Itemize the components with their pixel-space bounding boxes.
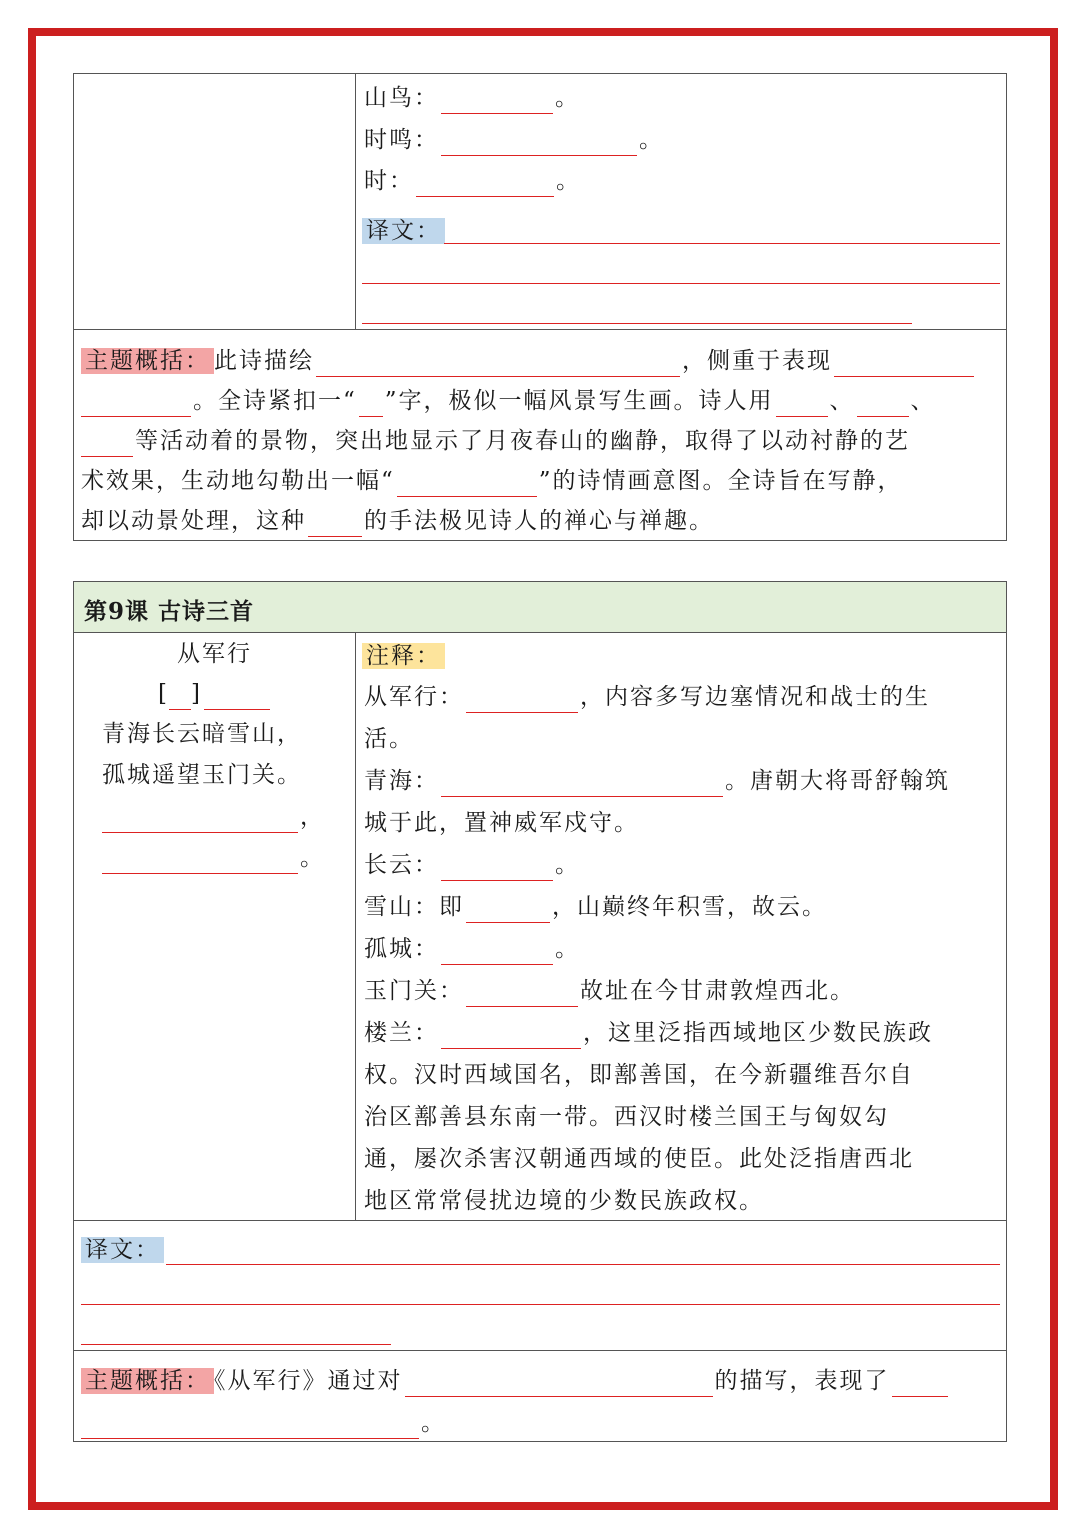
translation-label: 译文： bbox=[362, 218, 445, 244]
theme-text: 却以动景处理，这种 bbox=[81, 508, 306, 534]
translation-line-2[interactable] bbox=[81, 1304, 1000, 1305]
fill-blank[interactable] bbox=[102, 847, 298, 874]
translation-row bbox=[81, 1234, 164, 1266]
note-text: ，山巅终年积雪，故云。 bbox=[552, 894, 827, 920]
note-text: 。 bbox=[555, 852, 580, 878]
notes-header bbox=[362, 640, 445, 672]
theme-text: 此诗描绘 bbox=[214, 348, 314, 374]
fill-blank[interactable] bbox=[441, 129, 637, 156]
note-text: 故址在今甘肃敦煌西北。 bbox=[580, 978, 855, 1004]
lesson-title: 第9课 古诗三首 bbox=[84, 598, 255, 625]
fill-blank[interactable] bbox=[102, 806, 298, 833]
note-congjunxing bbox=[364, 681, 930, 713]
note-term: 雪山：即 bbox=[364, 894, 464, 920]
notes-label: 注释： bbox=[362, 643, 445, 669]
fill-blank[interactable] bbox=[405, 1370, 713, 1397]
fill-blank[interactable] bbox=[441, 87, 553, 114]
row-divider bbox=[74, 1350, 1006, 1351]
fill-blank[interactable] bbox=[397, 470, 537, 497]
translation-line-3[interactable] bbox=[362, 323, 912, 324]
note-continuation: 地区常常侵扰边境的少数民族政权。 bbox=[364, 1188, 764, 1214]
fill-blank[interactable] bbox=[466, 896, 550, 923]
note-term: 从军行： bbox=[364, 684, 464, 710]
translation-line-2[interactable] bbox=[362, 283, 1000, 284]
theme-line-4 bbox=[81, 465, 903, 497]
theme-text: 术效果，生动地勾勒出一幅“ bbox=[81, 468, 395, 494]
poem-author bbox=[158, 678, 272, 710]
bracket-open: [ bbox=[158, 681, 169, 707]
note-continuation: 城于此，置神威军戍守。 bbox=[364, 810, 639, 836]
fill-blank[interactable] bbox=[81, 390, 191, 417]
note-gucheng bbox=[364, 933, 580, 965]
translation-line-1[interactable] bbox=[444, 243, 1000, 244]
note-continuation: 治区鄯善县东南一带。西汉时楼兰国王与匈奴勾 bbox=[364, 1104, 889, 1130]
fill-blank-author[interactable] bbox=[204, 683, 270, 710]
note-shanniao bbox=[364, 82, 580, 114]
note-continuation: 通，屡次杀害汉朝通西域的使臣。此处泛指唐西北 bbox=[364, 1146, 914, 1172]
column-divider bbox=[355, 633, 356, 1220]
row-divider bbox=[74, 1220, 1006, 1221]
fill-blank[interactable] bbox=[441, 1022, 581, 1049]
theme-line-2 bbox=[81, 385, 936, 417]
fill-blank-dynasty[interactable] bbox=[169, 683, 191, 710]
note-end: 。 bbox=[639, 127, 664, 153]
theme-text: 。全诗紧扣一“ bbox=[193, 388, 357, 414]
theme-text: 。 bbox=[421, 1410, 446, 1436]
poem-line-2: 孤城遥望玉门关。 bbox=[102, 762, 302, 788]
note-continuation: 活。 bbox=[364, 726, 414, 752]
theme-line-3 bbox=[81, 425, 910, 457]
translation-row bbox=[362, 215, 445, 247]
fill-blank[interactable] bbox=[308, 510, 362, 537]
note-continuation: 权。汉时西域国名，即鄯善国，在今新疆维吾尔自 bbox=[364, 1062, 914, 1088]
note-shi bbox=[364, 165, 581, 197]
poem-line-1: 青海长云暗雪山， bbox=[102, 721, 302, 747]
note-term: 长云： bbox=[364, 852, 439, 878]
fill-blank[interactable] bbox=[776, 390, 828, 417]
note-term: 孤城： bbox=[364, 936, 439, 962]
note-end: 。 bbox=[556, 168, 581, 194]
note-term: 玉门关： bbox=[364, 978, 464, 1004]
fill-blank[interactable] bbox=[466, 686, 578, 713]
poem-line-3 bbox=[100, 801, 325, 833]
note-qinghai bbox=[364, 765, 950, 797]
theme-text: 的手法极见诗人的禅心与禅趣。 bbox=[364, 508, 714, 534]
fill-blank[interactable] bbox=[441, 938, 553, 965]
fill-blank[interactable] bbox=[81, 1412, 419, 1439]
theme-text: ”字，极似一幅风景写生画。诗人用 bbox=[384, 388, 774, 414]
fill-blank[interactable] bbox=[857, 390, 909, 417]
lesson-9-table bbox=[73, 581, 1007, 1442]
note-yumenguan bbox=[364, 975, 855, 1007]
punct: ， bbox=[300, 804, 325, 830]
theme-text: 的描写，表现了 bbox=[714, 1368, 890, 1394]
theme-label: 主题概括： bbox=[81, 1368, 214, 1394]
note-text: ，这里泛指西域地区少数民族政 bbox=[583, 1020, 933, 1046]
note-term: 时鸣： bbox=[364, 127, 439, 153]
theme-line-2 bbox=[81, 1407, 446, 1439]
bracket-close: ] bbox=[190, 681, 202, 707]
row-divider bbox=[74, 329, 1006, 330]
punct: 。 bbox=[300, 845, 325, 871]
theme-text: 、 bbox=[910, 388, 936, 414]
note-xueshan bbox=[364, 891, 827, 923]
note-loulan bbox=[364, 1017, 933, 1049]
theme-line-1 bbox=[81, 1365, 950, 1397]
theme-text: 等活动着的景物，突出地显示了月夜春山的幽静，取得了以动衬静的艺 bbox=[135, 428, 910, 454]
note-term: 山鸟： bbox=[364, 85, 439, 111]
note-shiming bbox=[364, 124, 664, 156]
fill-blank[interactable] bbox=[316, 350, 680, 377]
column-divider bbox=[355, 74, 356, 329]
note-end: 。 bbox=[555, 85, 580, 111]
translation-line-3[interactable] bbox=[81, 1344, 391, 1345]
theme-text: ，侧重于表现 bbox=[682, 348, 832, 374]
fill-blank[interactable] bbox=[416, 170, 554, 197]
note-term: 楼兰： bbox=[364, 1020, 439, 1046]
fill-blank[interactable] bbox=[441, 854, 553, 881]
fill-blank[interactable] bbox=[834, 350, 974, 377]
translation-line-1[interactable] bbox=[166, 1264, 1000, 1265]
fill-blank[interactable] bbox=[466, 980, 578, 1007]
theme-text: ”的诗情画意图。全诗旨在写静， bbox=[538, 468, 903, 494]
note-changyun bbox=[364, 849, 580, 881]
fill-blank[interactable] bbox=[441, 770, 723, 797]
theme-line-1 bbox=[81, 345, 976, 377]
fill-blank[interactable] bbox=[359, 390, 383, 417]
lesson-header bbox=[74, 582, 1006, 633]
lesson-8-table-continued bbox=[73, 73, 1007, 541]
theme-line-5 bbox=[81, 505, 714, 537]
poem-line-4 bbox=[100, 842, 325, 874]
note-term: 时： bbox=[364, 168, 414, 194]
poem-title: 从军行 bbox=[177, 641, 252, 667]
note-term: 青海： bbox=[364, 768, 439, 794]
theme-label: 主题概括： bbox=[81, 348, 214, 374]
note-text: 。 bbox=[555, 936, 580, 962]
fill-blank[interactable] bbox=[81, 430, 133, 457]
note-text: ，内容多写边塞情况和战士的生 bbox=[580, 684, 930, 710]
translation-label: 译文： bbox=[81, 1237, 164, 1263]
fill-blank[interactable] bbox=[892, 1370, 948, 1397]
note-text: 。唐朝大将哥舒翰筑 bbox=[725, 768, 950, 794]
theme-text: 《从军行》通过对 bbox=[214, 1368, 403, 1394]
theme-text: 、 bbox=[829, 388, 855, 414]
